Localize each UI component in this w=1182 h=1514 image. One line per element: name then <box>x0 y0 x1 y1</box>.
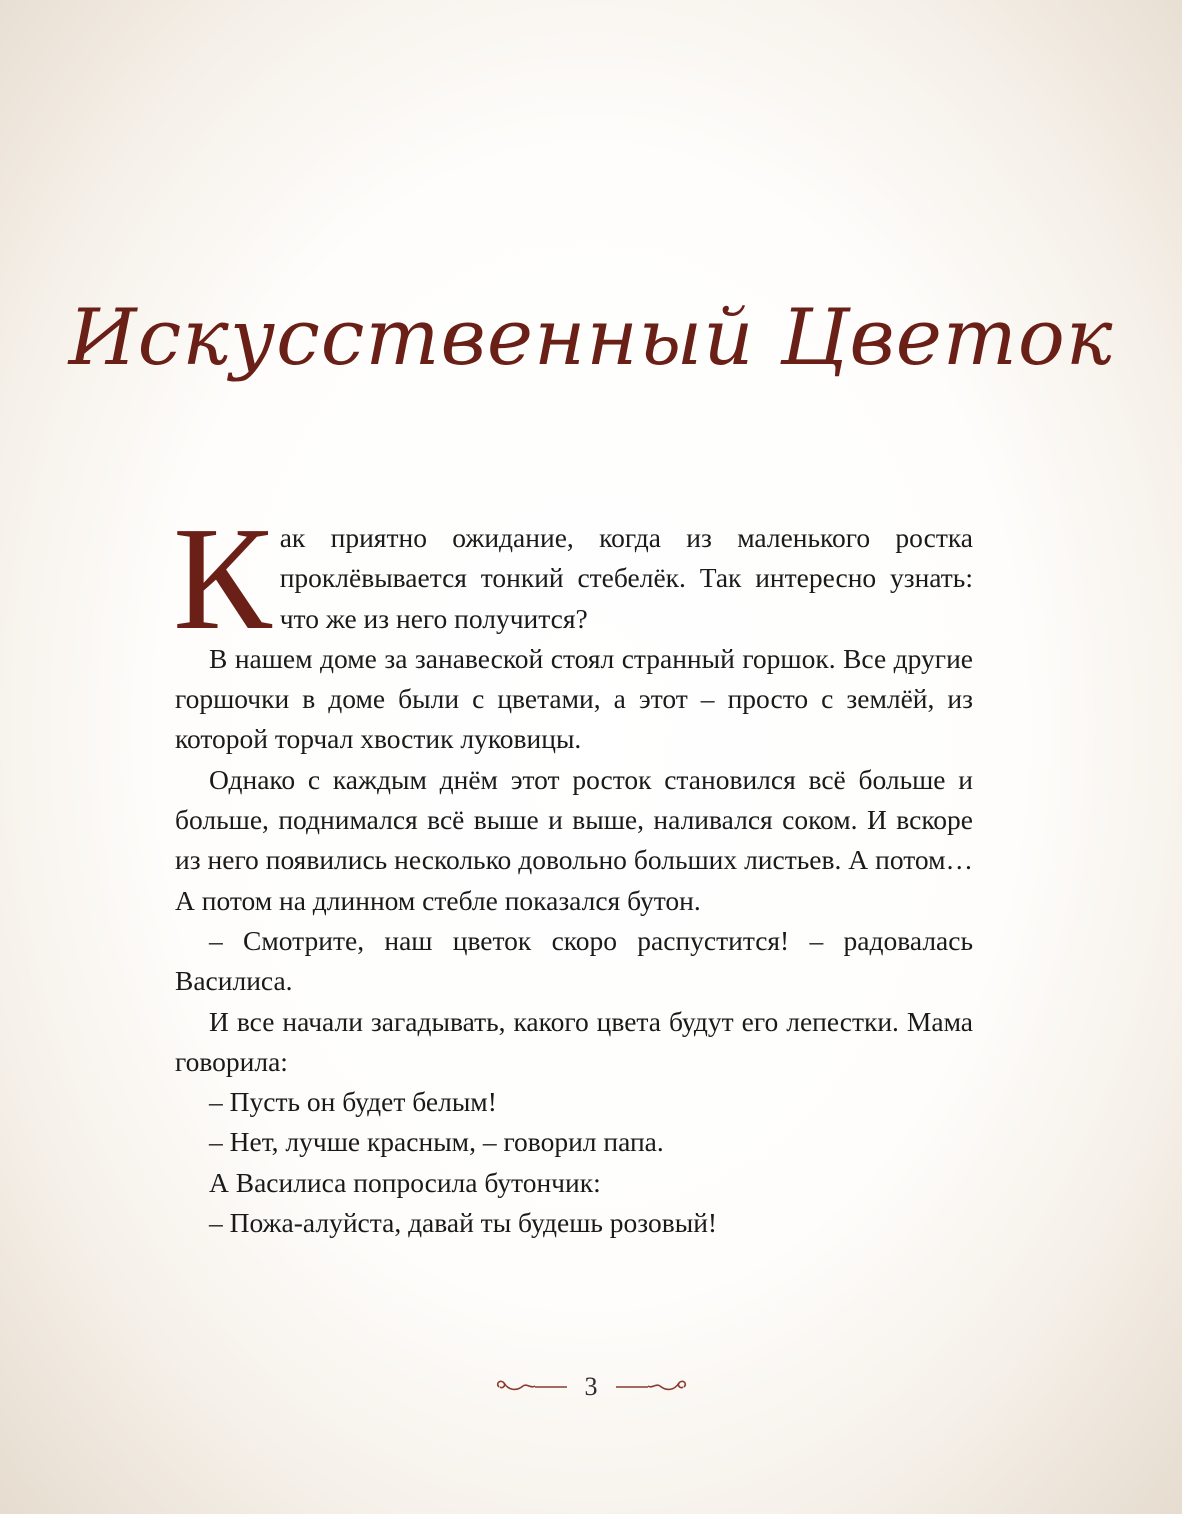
page-footer <box>0 1372 1182 1402</box>
left-ornament-icon <box>493 1377 571 1397</box>
drop-cap: К <box>173 497 272 661</box>
paragraph-2: Однако с каждым днём этот росток становился всё больше и больше, поднимался всё выше и выше, наливался соком. И вскоре из него появились несколько довольно больших листьев. А потом… А потом на длинном стебле показался бутон. <box>175 763 973 916</box>
first-paragraph <box>173 497 973 661</box>
paragraph-6: – Нет, лучше красным, – говорил папа. <box>209 1126 664 1158</box>
paragraph-1: В нашем доме за занавеской стоял странный горшок. Все другие горшочки в доме были с цветами, а этот – просто с землёй, из которой торчал хвостик луковицы. <box>175 642 973 755</box>
paragraph-5: – Пусть он будет белым! <box>209 1086 497 1118</box>
paragraph-7: А Василиса попросила бутончик: <box>209 1166 601 1198</box>
story-title: Искусственный Цветок <box>68 293 1114 383</box>
paragraph-4: И все начали загадывать, какого цвета будут его лепестки. Мама говорила: <box>175 1005 973 1077</box>
page-number: 3 <box>584 1372 598 1401</box>
paragraph-3: – Смотрите, наш цветок скоро распустится! – радовалась Василиса. <box>175 924 973 997</box>
paragraph-8: – Пожа-алуйста, давай ты будешь розовый! <box>209 1207 718 1239</box>
story-text <box>173 497 973 1243</box>
first-paragraph-text: ак приятно ожидание, когда из маленького ростка проклёвывается тонкий стебелёк. Так интересно узнать: что же из него получится? <box>279 522 973 634</box>
right-ornament-icon <box>612 1377 690 1397</box>
